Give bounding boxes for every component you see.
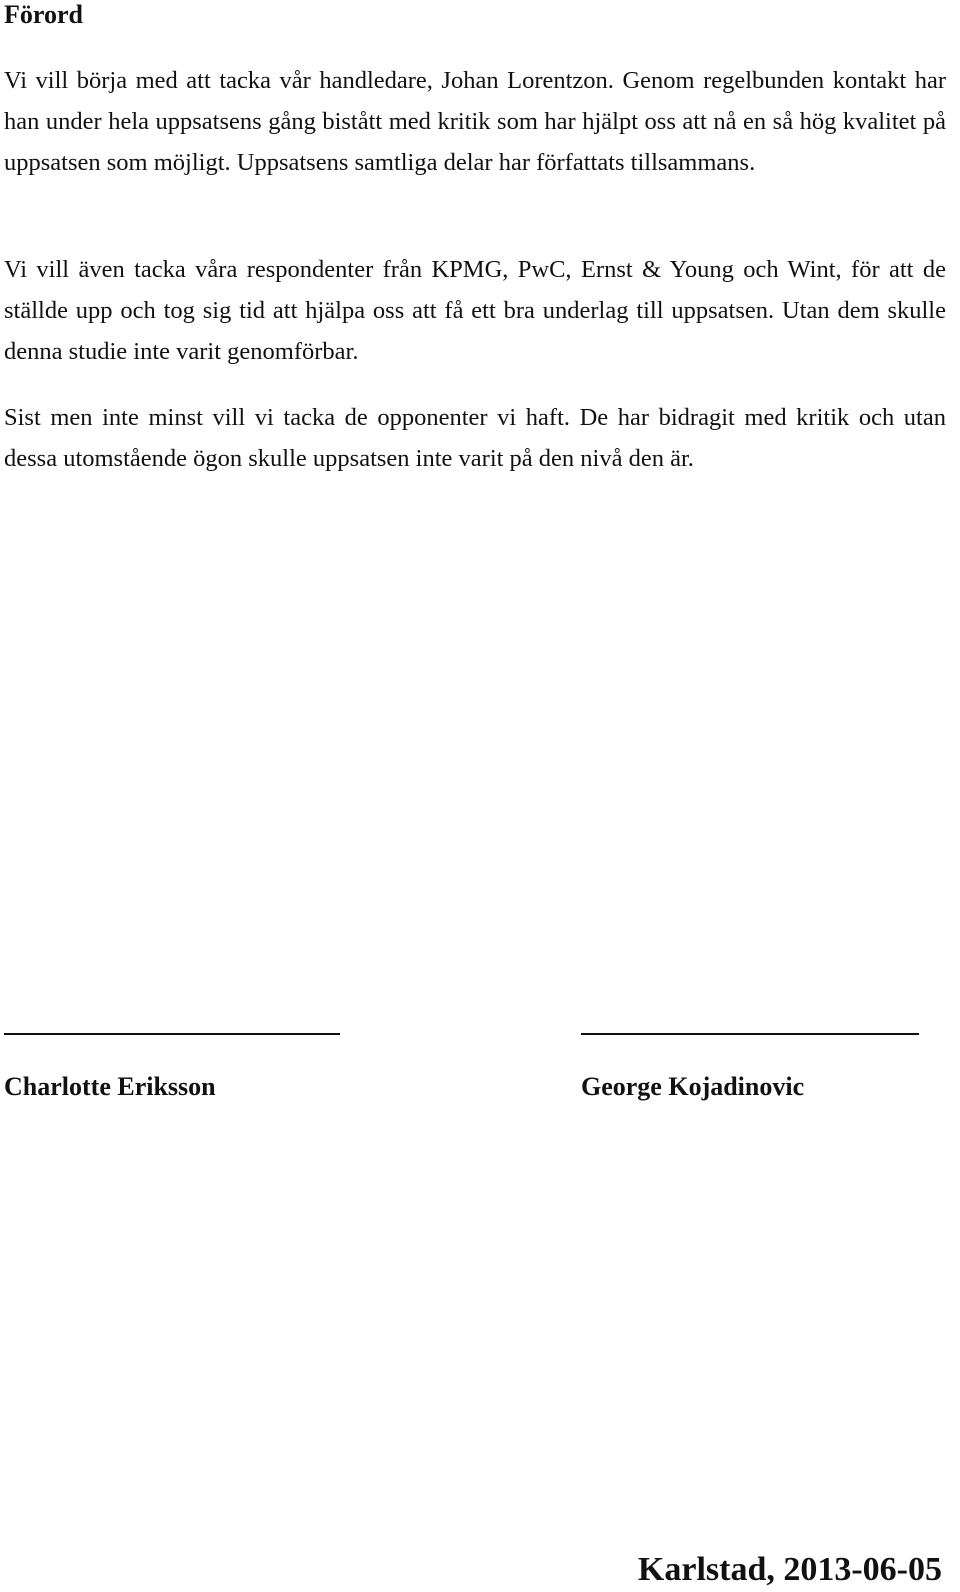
paragraph-thanks-opponents: Sist men inte minst vill vi tacka de opponenter vi haft. De har bidragit med kritik och utan dessa utomstående ögon skulle uppsatsen inte varit på den nivå den är. [4,404,946,472]
signer-name-right: George Kojadinovic [581,1072,805,1101]
signature-line-right [581,1033,919,1035]
page-heading: Förord [4,0,83,29]
paragraph-thanks-respondents: Vi vill även tacka våra respondenter från KPMG, PwC, Ernst & Young och Wint, för att de ställde upp och tog sig tid att hjälpa oss att få ett bra underlag till uppsatsen. Utan dem skulle denna studie inte varit genomförbar. [4,256,946,365]
place-and-date: Karlstad, 2013-06-05 [637,1551,942,1588]
signer-name-left: Charlotte Eriksson [4,1072,216,1101]
signature-line-left [4,1033,340,1035]
paragraph-thanks-supervisor: Vi vill börja med att tacka vår handledare, Johan Lorentzon. Genom regelbunden kontakt har han under hela uppsatsens gång bistått med kritik som har hjälpt oss att nå en så hög kvalitet på uppsatsen som möjligt. Uppsatsens samtliga delar har författats tillsammans. [4,67,946,176]
